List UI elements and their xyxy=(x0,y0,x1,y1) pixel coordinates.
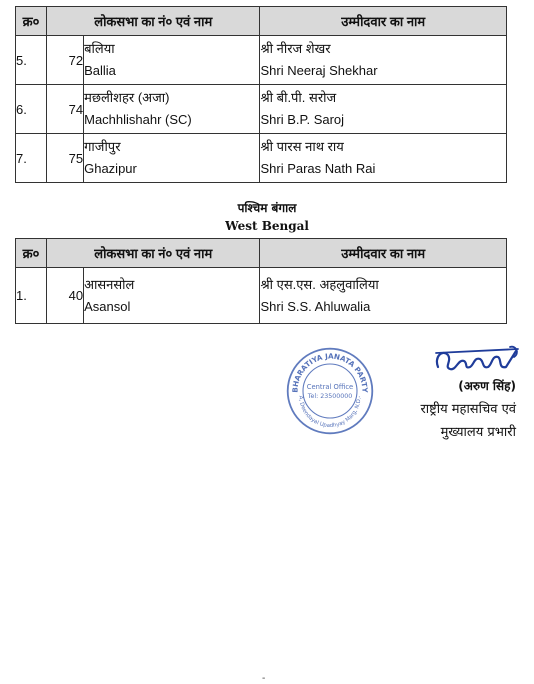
header-candidate: उम्मीदवार का नाम xyxy=(260,239,507,268)
candidate-name-hindi: श्री बी.पी. सरोज xyxy=(260,90,337,105)
party-seal xyxy=(285,346,375,436)
signer-name: (अरुण सिंह) xyxy=(458,379,516,393)
constituency-name xyxy=(84,36,260,85)
constituency-name-english: Ballia xyxy=(84,63,116,78)
constituency-number: 40 xyxy=(47,268,84,324)
constituency-name-english: Asansol xyxy=(84,298,131,314)
constituency-name-hindi: गाजीपुर xyxy=(84,139,121,154)
signer-title-line-1: राष्ट्रीय महासचिव एवं xyxy=(420,402,516,417)
candidates-table-up xyxy=(15,6,507,183)
signer-title-line-2: मुख्यालय प्रभारी xyxy=(440,425,516,440)
candidate-name-hindi: श्री नीरज शेखर xyxy=(260,41,331,56)
candidates-table-west-bengal xyxy=(15,238,507,324)
header-constituency: लोकसभा का नं० एवं नाम xyxy=(47,7,260,36)
table-row xyxy=(16,85,507,134)
constituency-number: 72 xyxy=(47,36,84,85)
constituency-name-english: Machhlishahr (SC) xyxy=(84,112,192,127)
candidate-name xyxy=(260,36,507,85)
candidate-name-english: Shri B.P. Saroj xyxy=(260,112,345,127)
constituency-name xyxy=(84,268,260,324)
svg-text:6A, Deendayal Upadhyay Marg, N: A, Deendayal Upadhyay Marg, N.D.- xyxy=(297,395,363,430)
table-row xyxy=(16,268,507,324)
serial-cell: 5. xyxy=(16,36,47,85)
section-title-hindi: पश्चिम बंगाल xyxy=(237,201,297,215)
constituency-name-hindi: बलिया xyxy=(84,41,115,56)
svg-text:Tel: 23500000: Tel: 23500000 xyxy=(307,393,353,401)
constituency-name-hindi: मछलीशहर (अजा) xyxy=(84,90,170,105)
section-title-english: West Bengal xyxy=(225,219,309,233)
candidate-name xyxy=(260,85,507,134)
candidate-name-english: Shri Paras Nath Rai xyxy=(260,161,376,176)
header-candidate: उम्मीदवार का नाम xyxy=(260,7,507,36)
page-number-mark: - xyxy=(262,673,266,684)
header-serial: क्र० xyxy=(16,7,47,36)
header-constituency: लोकसभा का नं० एवं नाम xyxy=(47,239,260,268)
signature-mark xyxy=(432,343,522,379)
serial-cell: 6. xyxy=(16,85,47,134)
constituency-name-hindi: आसनसोल xyxy=(84,276,135,292)
constituency-name xyxy=(84,85,260,134)
table-row xyxy=(16,36,507,85)
svg-text:BHARATIYA JANATA PARTY: BHARATIYA JANATA PARTY xyxy=(290,351,370,393)
candidate-name xyxy=(260,268,507,324)
table-row xyxy=(16,134,507,183)
serial-cell: 7. xyxy=(16,134,47,183)
candidate-name-hindi: श्री पारस नाथ राय xyxy=(260,139,344,154)
table-header-row xyxy=(16,239,507,268)
constituency-name xyxy=(84,134,260,183)
candidate-name-hindi: श्री एस.एस. अहलुवालिया xyxy=(260,276,379,292)
svg-text:Central Office: Central Office xyxy=(306,383,354,392)
candidate-name xyxy=(260,134,507,183)
candidate-name-english: Shri Neeraj Shekhar xyxy=(260,63,378,78)
candidate-name-english: Shri S.S. Ahluwalia xyxy=(260,298,371,314)
serial-cell: 1. xyxy=(16,268,47,324)
constituency-name-english: Ghazipur xyxy=(84,161,137,176)
table-header-row xyxy=(16,7,507,36)
constituency-number: 75 xyxy=(47,134,84,183)
constituency-number: 74 xyxy=(47,85,84,134)
header-serial: क्र० xyxy=(16,239,47,268)
